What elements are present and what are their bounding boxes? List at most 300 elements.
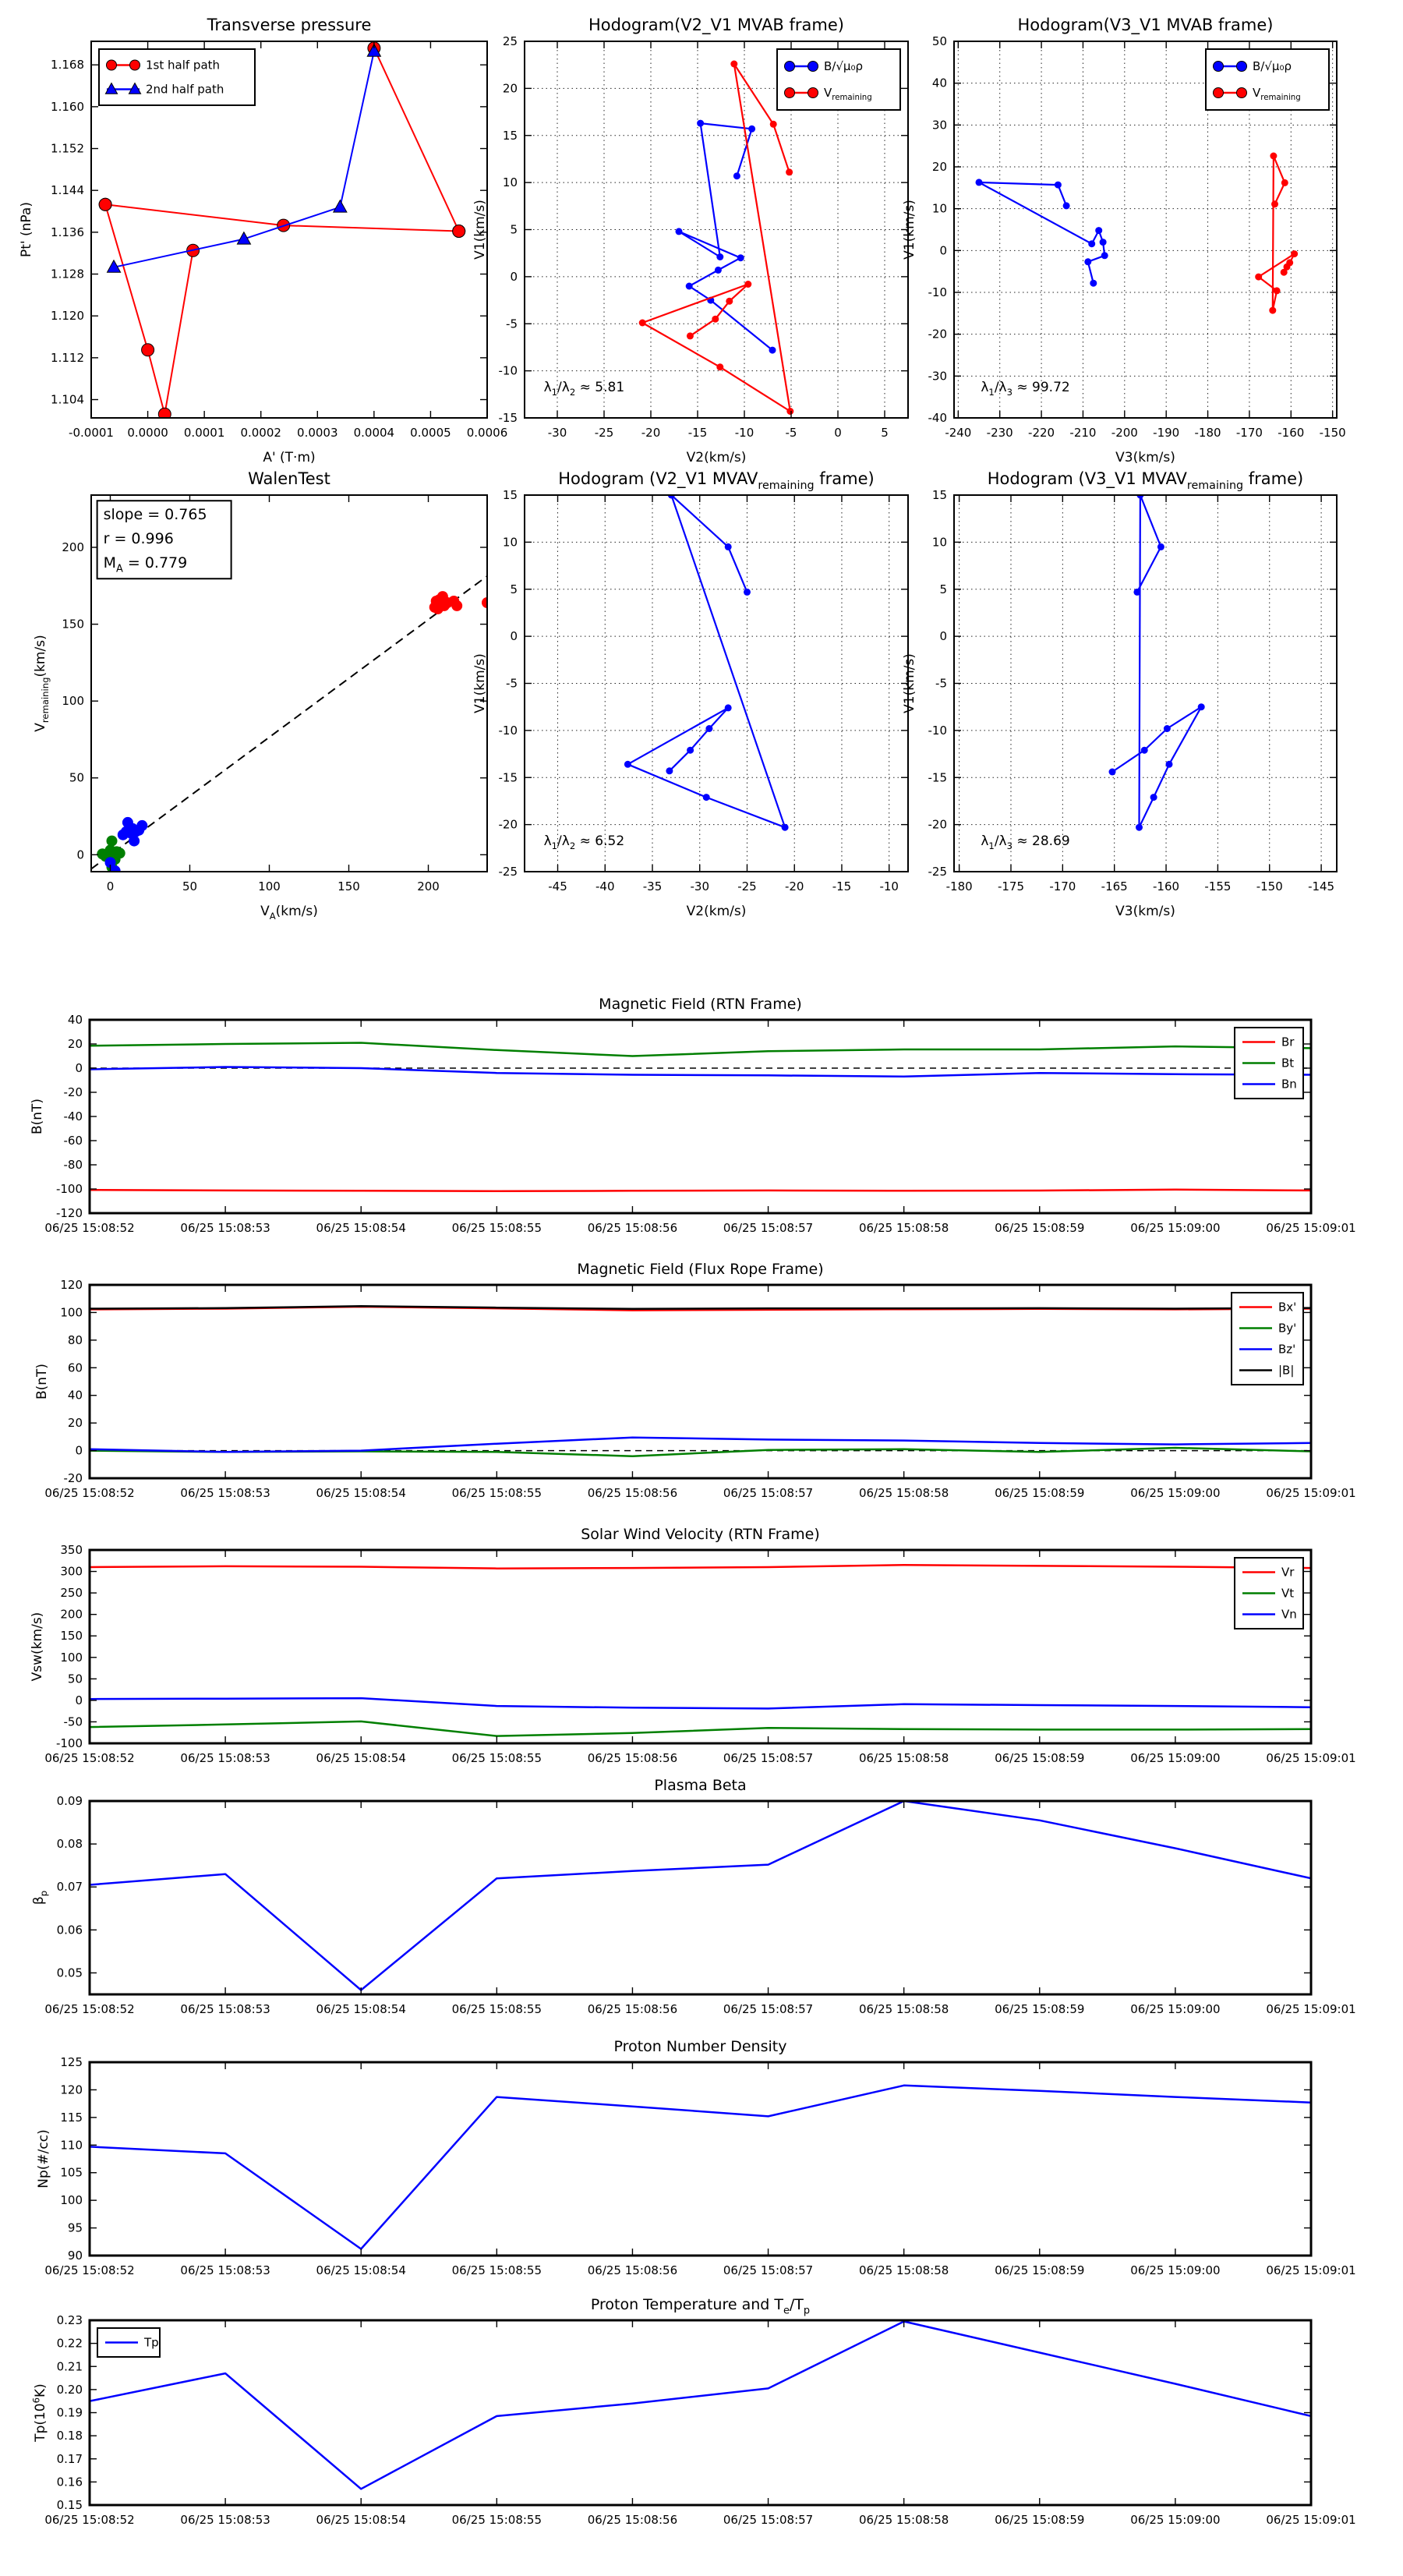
x-axis-label: $V_A(km/s)$ (260, 904, 318, 922)
y-tick-label: -10 (928, 285, 947, 299)
y-tick-label: -40 (928, 411, 947, 425)
marker-circle (769, 347, 776, 354)
y-tick-label: -15 (928, 770, 947, 785)
marker-circle (782, 824, 789, 831)
x-tick-label: 06/25 15:08:52 (44, 1486, 135, 1500)
y-tick-label: 150 (60, 1629, 83, 1644)
x-tick-label: -25 (594, 426, 614, 440)
marker-circle (666, 767, 673, 774)
marker-circle (1269, 307, 1276, 314)
x-tick-label: 06/25 15:08:59 (995, 2263, 1085, 2277)
chart-walen (33, 469, 493, 922)
legend-label: Vn (1281, 1607, 1297, 1622)
x-tick-label: -200 (1111, 426, 1138, 440)
marker-circle (136, 820, 147, 831)
legend-label: 1st half path (146, 58, 221, 73)
x-tick-label: 06/25 15:08:52 (44, 2263, 135, 2277)
y-tick-label: 20 (502, 81, 518, 96)
marker-circle (1095, 227, 1102, 234)
chart-title: Hodogram(V3_V1 MVAB frame) (1017, 16, 1274, 34)
y-tick-label: 0.09 (56, 1794, 83, 1808)
x-tick-label: -0.0001 (69, 426, 114, 440)
marker-circle (1101, 252, 1108, 259)
y-tick-label: -10 (928, 723, 947, 738)
x-tick-label: -165 (1101, 879, 1128, 893)
chart-np (36, 2038, 1356, 2277)
x-tick-label: 06/25 15:08:58 (858, 1751, 949, 1765)
y-tick-label: 0 (510, 269, 518, 284)
y-tick-label: 1.144 (51, 183, 84, 198)
y-tick-label: 80 (67, 1332, 83, 1347)
marker-circle (1164, 725, 1171, 732)
y-tick-label: -20 (63, 1085, 83, 1099)
y-tick-label: 100 (60, 1650, 83, 1665)
x-tick-label: 06/25 15:08:59 (995, 2002, 1085, 2016)
y-tick-label: 20 (67, 1037, 83, 1051)
marker-circle (744, 281, 751, 288)
chart-vsw (30, 1526, 1356, 1765)
y-tick-label: 0.19 (56, 2405, 83, 2420)
x-tick-label: -145 (1308, 879, 1335, 893)
marker-circle (733, 172, 740, 179)
x-axis-label: V2(km/s) (686, 450, 747, 465)
legend-label: $V_{remaining}$ (824, 86, 872, 103)
y-tick-label: 20 (931, 160, 947, 174)
x-tick-label: -25 (737, 879, 757, 893)
x-tick-label: 06/25 15:09:01 (1266, 2513, 1356, 2527)
marker-circle (786, 168, 793, 175)
marker-circle (1214, 62, 1224, 72)
legend-label: Bn (1281, 1077, 1297, 1092)
y-tick-label: 0 (939, 243, 947, 258)
marker-circle (1281, 179, 1288, 186)
legend-label: B/√μ₀ρ (824, 59, 863, 73)
y-tick-label: 200 (60, 1607, 83, 1622)
y-tick-label: -5 (506, 676, 518, 691)
x-tick-label: -150 (1256, 879, 1283, 893)
x-tick-label: -170 (1049, 879, 1076, 893)
marker-circle (725, 543, 732, 550)
marker-circle (748, 126, 755, 133)
marker-circle (453, 225, 465, 238)
x-tick-label: -10 (879, 879, 899, 893)
annotation: $\lambda_1/\lambda_3 \approx 28.69$ (981, 833, 1070, 851)
legend (1235, 1558, 1303, 1629)
y-tick-label: 100 (60, 2193, 83, 2208)
y-tick-label: 25 (502, 34, 518, 48)
x-tick-label: -160 (1278, 426, 1305, 440)
marker-circle (142, 344, 154, 356)
y-axis-label: B(nT) (34, 1363, 50, 1400)
y-tick-label: 50 (67, 1672, 83, 1686)
x-tick-label: -240 (945, 426, 972, 440)
marker-circle (129, 836, 140, 847)
x-tick-label: 06/25 15:09:01 (1266, 1751, 1356, 1765)
legend (97, 2328, 160, 2357)
y-axis-label: V1(km/s) (472, 653, 488, 713)
chart-pt (19, 16, 507, 465)
x-tick-label: 0 (834, 426, 842, 440)
y-tick-label: 0.20 (56, 2382, 83, 2397)
marker-circle (786, 408, 793, 415)
x-axis-label: V3(km/s) (1115, 904, 1175, 919)
marker-circle (1274, 287, 1281, 294)
x-tick-label: 200 (417, 879, 440, 893)
marker-circle (703, 794, 710, 801)
marker-circle (107, 836, 118, 847)
y-tick-label: 15 (502, 128, 518, 143)
y-tick-label: 300 (60, 1564, 83, 1579)
marker-circle (1141, 747, 1148, 754)
stats-box (97, 501, 231, 579)
legend-label: $V_{remaining}$ (1253, 86, 1301, 103)
y-tick-label: 0 (75, 1061, 83, 1075)
x-tick-label: 06/25 15:08:52 (44, 2513, 135, 2527)
y-tick-label: 0 (75, 1443, 83, 1458)
x-tick-label: 06/25 15:08:56 (587, 2513, 678, 2527)
x-tick-label: 06/25 15:08:52 (44, 1221, 135, 1235)
x-tick-label: 06/25 15:08:54 (316, 1221, 406, 1235)
x-tick-label: 06/25 15:08:53 (180, 2513, 270, 2527)
y-tick-label: 5 (939, 582, 947, 596)
chart-title: Magnetic Field (RTN Frame) (599, 996, 802, 1013)
chart-title: Plasma Beta (654, 1777, 747, 1794)
x-tick-label: -20 (641, 426, 661, 440)
legend (1232, 1293, 1303, 1385)
y-tick-label: 100 (62, 694, 84, 709)
marker-circle (115, 847, 125, 858)
y-tick-label: 1.128 (51, 267, 84, 281)
chart-title: Proton Temperature and $T_e/T_p$ (590, 2296, 811, 2317)
y-tick-label: -15 (498, 770, 518, 785)
y-tick-label: -20 (498, 817, 518, 832)
x-tick-label: 06/25 15:08:58 (858, 2513, 949, 2527)
stats-line: r = 0.996 (103, 530, 174, 548)
y-tick-label: 105 (60, 2165, 83, 2180)
x-tick-label: 06/25 15:08:53 (180, 2263, 270, 2277)
y-tick-label: -20 (928, 817, 947, 832)
legend-label: Bx' (1278, 1300, 1297, 1315)
y-tick-label: 95 (67, 2220, 83, 2235)
y-tick-label: 150 (62, 617, 84, 632)
y-tick-label: 0 (939, 629, 947, 644)
marker-circle (1214, 88, 1224, 98)
y-tick-label: 1.104 (51, 392, 84, 407)
marker-circle (1237, 88, 1247, 98)
x-tick-label: 06/25 15:08:58 (858, 1221, 949, 1235)
legend (777, 49, 900, 110)
y-tick-label: 0.21 (56, 2359, 83, 2374)
y-tick-label: 20 (67, 1416, 83, 1431)
annotation: $\lambda_1/\lambda_2 \approx 5.81$ (543, 380, 625, 398)
y-tick-label: 0 (75, 1693, 83, 1707)
marker-circle (730, 61, 737, 68)
y-tick-label: -20 (928, 327, 947, 341)
y-tick-label: 0 (510, 629, 518, 644)
x-tick-label: -15 (832, 879, 852, 893)
x-tick-label: 06/25 15:08:59 (995, 1751, 1085, 1765)
marker-circle (1270, 153, 1277, 160)
chart-beta (31, 1777, 1356, 2016)
x-tick-label: 0.0000 (127, 426, 168, 440)
y-axis-label: Pt' (nPa) (19, 202, 34, 257)
x-tick-label: -155 (1204, 879, 1232, 893)
chart-hod3 (472, 469, 908, 919)
marker-circle (639, 320, 646, 327)
marker-circle (1166, 761, 1173, 768)
marker-circle (624, 761, 631, 768)
legend (99, 49, 255, 105)
y-axis-label: $Tp(10^6K)$ (30, 2383, 48, 2442)
plot-background (90, 1020, 1311, 1213)
x-tick-label: -160 (1153, 879, 1180, 893)
y-tick-label: 200 (62, 540, 84, 555)
x-tick-label: 0.0006 (466, 426, 508, 440)
x-tick-label: -230 (986, 426, 1013, 440)
y-tick-label: 0.16 (56, 2475, 83, 2489)
y-axis-label: V1(km/s) (472, 200, 488, 260)
x-tick-label: 06/25 15:08:59 (995, 1221, 1085, 1235)
marker-circle (676, 228, 683, 235)
legend-label: |B| (1278, 1363, 1295, 1378)
marker-circle (686, 283, 693, 290)
marker-circle (770, 121, 777, 128)
y-tick-label: -120 (55, 1206, 83, 1220)
y-tick-label: 0.05 (56, 1966, 83, 1980)
marker-circle (705, 725, 712, 732)
y-tick-label: 350 (60, 1543, 83, 1557)
y-axis-label: $\beta_p$ (31, 1890, 49, 1905)
marker-circle (1090, 280, 1097, 287)
y-tick-label: 0.23 (56, 2313, 83, 2327)
chart-bfr (34, 1261, 1356, 1500)
x-tick-label: 06/25 15:09:01 (1266, 2263, 1356, 2277)
legend-label: Vt (1281, 1586, 1295, 1601)
x-tick-label: 06/25 15:08:56 (587, 1221, 678, 1235)
marker-circle (130, 60, 140, 70)
marker-circle (99, 198, 111, 211)
y-tick-label: 0.07 (56, 1880, 83, 1895)
chart-title: WalenTest (248, 469, 330, 488)
x-tick-label: -35 (642, 879, 663, 893)
plot-background (90, 1550, 1311, 1743)
chart-hod4 (902, 469, 1337, 919)
marker-circle (1291, 250, 1298, 257)
x-tick-label: 06/25 15:08:54 (316, 1751, 406, 1765)
x-tick-label: 06/25 15:08:56 (587, 1751, 678, 1765)
y-axis-label: Np(#/cc) (36, 2129, 51, 2189)
plot-background (90, 2062, 1311, 2256)
marker-circle (697, 120, 704, 127)
y-axis-label: B(nT) (30, 1098, 45, 1135)
marker-circle (1157, 543, 1164, 550)
y-tick-label: 90 (67, 2249, 83, 2263)
y-tick-label: 10 (502, 175, 518, 190)
marker-circle (1136, 824, 1143, 831)
marker-circle (716, 363, 723, 370)
x-tick-label: 06/25 15:08:53 (180, 1751, 270, 1765)
x-tick-label: 06/25 15:08:53 (180, 1486, 270, 1500)
y-tick-label: 50 (931, 34, 947, 48)
y-tick-label: -60 (63, 1134, 83, 1148)
x-tick-label: 06/25 15:09:00 (1130, 2263, 1221, 2277)
y-axis-label: V1(km/s) (902, 653, 917, 713)
marker-circle (715, 267, 722, 274)
marker-circle (744, 589, 751, 596)
x-tick-label: 50 (182, 879, 198, 893)
x-tick-label: 06/25 15:09:01 (1266, 2002, 1356, 2016)
y-tick-label: -10 (498, 363, 518, 378)
marker-circle (726, 298, 733, 305)
x-tick-label: 0.0005 (410, 426, 451, 440)
legend (1206, 49, 1329, 110)
y-tick-label: 1.160 (51, 99, 84, 114)
y-tick-label: 40 (931, 76, 947, 90)
x-tick-label: 06/25 15:08:55 (451, 1751, 542, 1765)
legend-label: By' (1278, 1321, 1297, 1336)
x-tick-label: -150 (1319, 426, 1346, 440)
x-tick-label: 06/25 15:08:57 (723, 2513, 814, 2527)
marker-circle (1255, 274, 1262, 281)
x-tick-label: 06/25 15:08:59 (995, 2513, 1085, 2527)
x-tick-label: -20 (784, 879, 804, 893)
x-tick-label: 06/25 15:08:54 (316, 2002, 406, 2016)
x-tick-label: 06/25 15:09:00 (1130, 2513, 1221, 2527)
y-tick-label: 0 (76, 847, 84, 862)
y-tick-label: 125 (60, 2055, 83, 2069)
y-tick-label: 0.22 (56, 2336, 83, 2351)
y-tick-label: 1.120 (51, 309, 84, 324)
y-tick-label: 120 (60, 2082, 83, 2097)
x-tick-label: 06/25 15:08:54 (316, 2513, 406, 2527)
annotation: $\lambda_1/\lambda_3 \approx 99.72$ (981, 380, 1070, 398)
x-tick-label: 06/25 15:08:54 (316, 2263, 406, 2277)
chart-title: Magnetic Field (Flux Rope Frame) (577, 1261, 824, 1278)
x-tick-label: 06/25 15:08:53 (180, 1221, 270, 1235)
y-tick-label: 10 (931, 535, 947, 550)
chart-title: Hodogram (V2_V1 $MVAV_{remaining}$ frame) (558, 469, 875, 492)
y-tick-label: 30 (931, 118, 947, 133)
x-tick-label: 06/25 15:09:01 (1266, 1486, 1356, 1500)
legend-label: Vr (1281, 1565, 1295, 1580)
x-tick-label: 06/25 15:08:58 (858, 2263, 949, 2277)
y-tick-label: 0.18 (56, 2429, 83, 2443)
x-tick-label: 06/25 15:08:54 (316, 1486, 406, 1500)
x-tick-label: 06/25 15:08:57 (723, 1751, 814, 1765)
y-tick-label: 120 (60, 1278, 83, 1292)
x-tick-label: -210 (1069, 426, 1097, 440)
x-tick-label: 06/25 15:08:55 (451, 2002, 542, 2016)
x-tick-label: -170 (1235, 426, 1263, 440)
marker-circle (1133, 589, 1140, 596)
marker-circle (725, 704, 732, 711)
y-tick-label: 1.136 (51, 225, 84, 239)
x-tick-label: 100 (258, 879, 281, 893)
x-tick-label: 06/25 15:08:57 (723, 1221, 814, 1235)
x-tick-label: 06/25 15:08:55 (451, 1486, 542, 1500)
x-tick-label: 06/25 15:08:55 (451, 2263, 542, 2277)
x-tick-label: 06/25 15:08:55 (451, 2513, 542, 2527)
y-tick-label: -10 (498, 723, 518, 738)
marker-circle (687, 332, 694, 339)
y-tick-label: 40 (67, 1388, 83, 1403)
y-tick-label: 5 (510, 582, 518, 596)
y-tick-label: -30 (928, 369, 947, 384)
x-tick-label: -30 (690, 879, 709, 893)
y-tick-label: 0.08 (56, 1837, 83, 1852)
x-axis-label: V2(km/s) (686, 904, 747, 919)
x-tick-label: -180 (945, 879, 973, 893)
chart-title: Hodogram(V2_V1 MVAB frame) (588, 16, 844, 34)
y-axis-label: $V_{remaining}(km/s)$ (33, 635, 51, 732)
marker-circle (808, 62, 818, 72)
marker-circle (808, 88, 818, 98)
marker-circle (1084, 258, 1091, 265)
marker-circle (716, 253, 723, 260)
x-tick-label: 06/25 15:09:00 (1130, 1221, 1221, 1235)
x-tick-label: -10 (734, 426, 755, 440)
marker-circle (1150, 794, 1157, 801)
y-tick-label: -25 (498, 865, 518, 879)
y-tick-label: 0.15 (56, 2498, 83, 2512)
x-tick-label: 06/25 15:08:53 (180, 2002, 270, 2016)
y-tick-label: 1.112 (51, 350, 84, 365)
chart-hod2 (902, 16, 1346, 465)
y-tick-label: -100 (55, 1736, 83, 1750)
x-axis-label: A' (T·m) (263, 450, 316, 465)
marker-circle (785, 62, 795, 72)
legend (1235, 1028, 1303, 1099)
marker-circle (1100, 239, 1107, 246)
marker-circle (737, 254, 744, 261)
x-tick-label: -40 (595, 879, 615, 893)
legend-label: 2nd half path (146, 82, 224, 97)
x-tick-label: 06/25 15:08:56 (587, 2263, 678, 2277)
annotation: $\lambda_1/\lambda_2 \approx 6.52$ (543, 833, 625, 851)
x-tick-label: -190 (1153, 426, 1180, 440)
y-tick-label: 1.168 (51, 58, 84, 73)
x-axis-label: V3(km/s) (1115, 450, 1175, 465)
y-axis-label: V1(km/s) (902, 200, 917, 260)
chart-title: Proton Number Density (613, 2038, 787, 2055)
y-tick-label: -40 (63, 1109, 83, 1123)
x-tick-label: 06/25 15:08:55 (451, 1221, 542, 1235)
x-tick-label: 0.0003 (297, 426, 338, 440)
x-tick-label: 06/25 15:09:00 (1130, 1751, 1221, 1765)
marker-circle (1281, 269, 1288, 276)
x-tick-label: -220 (1028, 426, 1055, 440)
x-tick-label: 0.0004 (353, 426, 395, 440)
y-tick-label: 60 (67, 1361, 83, 1375)
x-tick-label: 06/25 15:08:57 (723, 2263, 814, 2277)
y-tick-label: 50 (69, 770, 84, 785)
x-tick-label: 06/25 15:08:52 (44, 2002, 135, 2016)
legend-label: Bz' (1278, 1342, 1296, 1357)
marker-circle (107, 60, 117, 70)
x-tick-label: -5 (785, 426, 797, 440)
y-tick-label: -80 (63, 1158, 83, 1172)
y-tick-label: -20 (63, 1471, 83, 1485)
y-tick-label: -5 (935, 676, 947, 691)
chart-tp (31, 2296, 1356, 2527)
x-tick-label: 150 (337, 879, 360, 893)
y-axis-label: Vsw(km/s) (30, 1612, 45, 1682)
marker-circle (1109, 769, 1116, 776)
y-tick-label: -25 (928, 865, 947, 879)
x-tick-label: -180 (1194, 426, 1221, 440)
x-tick-label: -175 (997, 879, 1025, 893)
y-tick-label: 110 (60, 2138, 83, 2153)
